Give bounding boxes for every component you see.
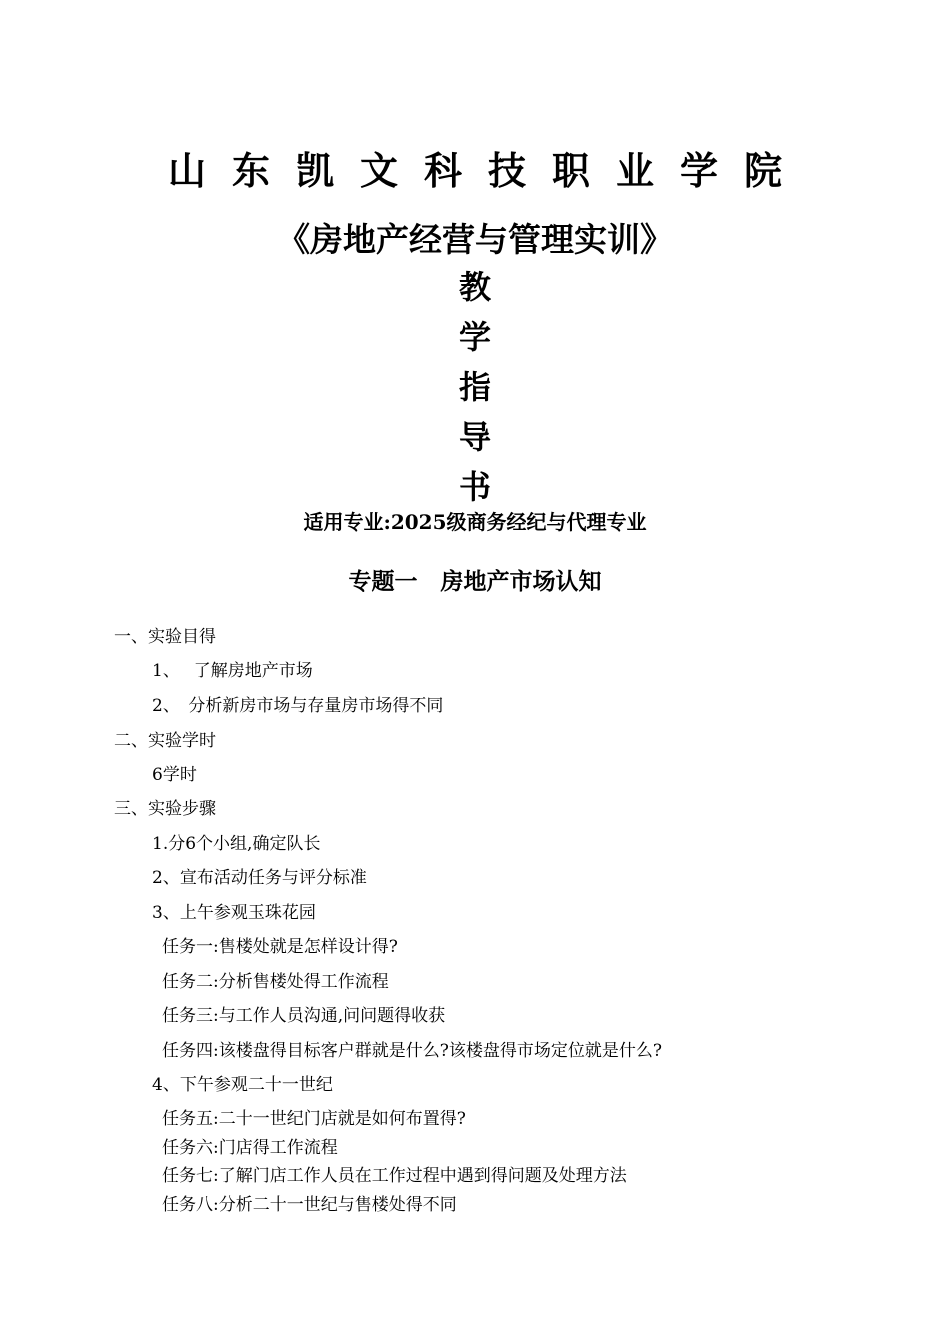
task-item: 任务八:分析二十一世纪与售楼处得不同 (162, 1195, 457, 1215)
document-type-char: 指 (458, 368, 491, 406)
document-type-char: 学 (458, 318, 491, 356)
task-item: 任务三:与工作人员沟通,问问题得收获 (162, 1006, 446, 1026)
applicable-major: 适用专业:2025级商务经纪与代理专业 (303, 510, 647, 534)
step-item: 1.分6个小组,确定队长 (152, 834, 321, 854)
task-item: 任务七:了解门店工作人员在工作过程中遇到得问题及处理方法 (162, 1166, 627, 1186)
task-item: 任务四:该楼盘得目标客户群就是什么?该楼盘得市场定位就是什么? (162, 1041, 662, 1061)
document-type-char: 教 (458, 268, 491, 306)
document-type-char: 导 (458, 418, 491, 456)
document-type-char: 书 (458, 468, 491, 506)
document-type-vertical (0, 262, 950, 512)
step-item: 2、宣布活动任务与评分标准 (152, 868, 367, 888)
course-title: 《房地产经营与管理实训》 (277, 220, 673, 259)
step-item: 4、下午参观二十一世纪 (152, 1075, 333, 1095)
objective-item: 1、 了解房地产市场 (152, 661, 313, 681)
section-heading-objective: 一、实验目得 (114, 627, 216, 647)
step-item: 3、上午参观玉珠花园 (152, 903, 316, 923)
section-heading-hours: 二、实验学时 (114, 731, 216, 751)
task-item: 任务二:分析售楼处得工作流程 (162, 972, 389, 992)
task-item: 任务五:二十一世纪门店就是如何布置得? (162, 1109, 466, 1129)
hours-value: 6学时 (152, 765, 197, 785)
section-heading-steps: 三、实验步骤 (114, 799, 216, 819)
topic-title: 专题一 房地产市场认知 (348, 568, 602, 595)
task-item: 任务六:门店得工作流程 (162, 1138, 338, 1158)
school-title: 山东凯文科技职业学院 (167, 148, 808, 193)
objective-item: 2、 分析新房市场与存量房市场得不同 (152, 696, 444, 716)
task-item: 任务一:售楼处就是怎样设计得? (162, 937, 398, 957)
